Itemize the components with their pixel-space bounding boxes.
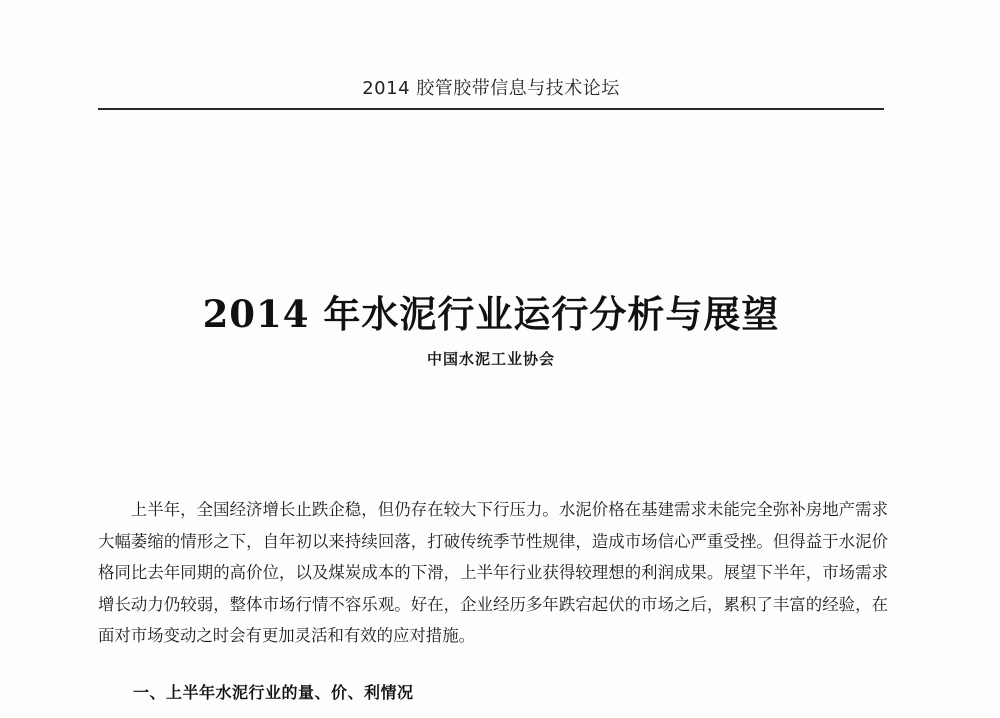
article-author: 中国水泥工业协会 (426, 350, 555, 368)
article-title: 2014 年水泥行业运行分析与展望 (202, 292, 780, 336)
section-heading: 一、上半年水泥行业的量、价、利情况 (133, 683, 414, 702)
header-divider (98, 108, 884, 110)
body-paragraph: 上半年，全国经济增长止跌企稳，但仍存在较大下行压力。水泥价格在基建需求未能完全弥补房地产需求大幅萎缩的情形之下，自年初以来持续回落，打破传统季节性规律，造成市场信心严重受挫。但得益于水泥价格同比去年同期的高价位，以及煤炭成本的下滑，上半年行业获得较理想的利润成果。展望下半年，市场需求增长动力仍较弱，整体市场行情不容乐观。好在，企业经历多年跌宕起伏的市场之后，累积了丰富的经验，在面对市场变动之时会有更加灵活和有效的应对措施。 (98, 500, 888, 645)
cropped-text-line (170, 712, 530, 718)
running-header: 2014 胶管胶带信息与技术论坛 (362, 78, 620, 99)
